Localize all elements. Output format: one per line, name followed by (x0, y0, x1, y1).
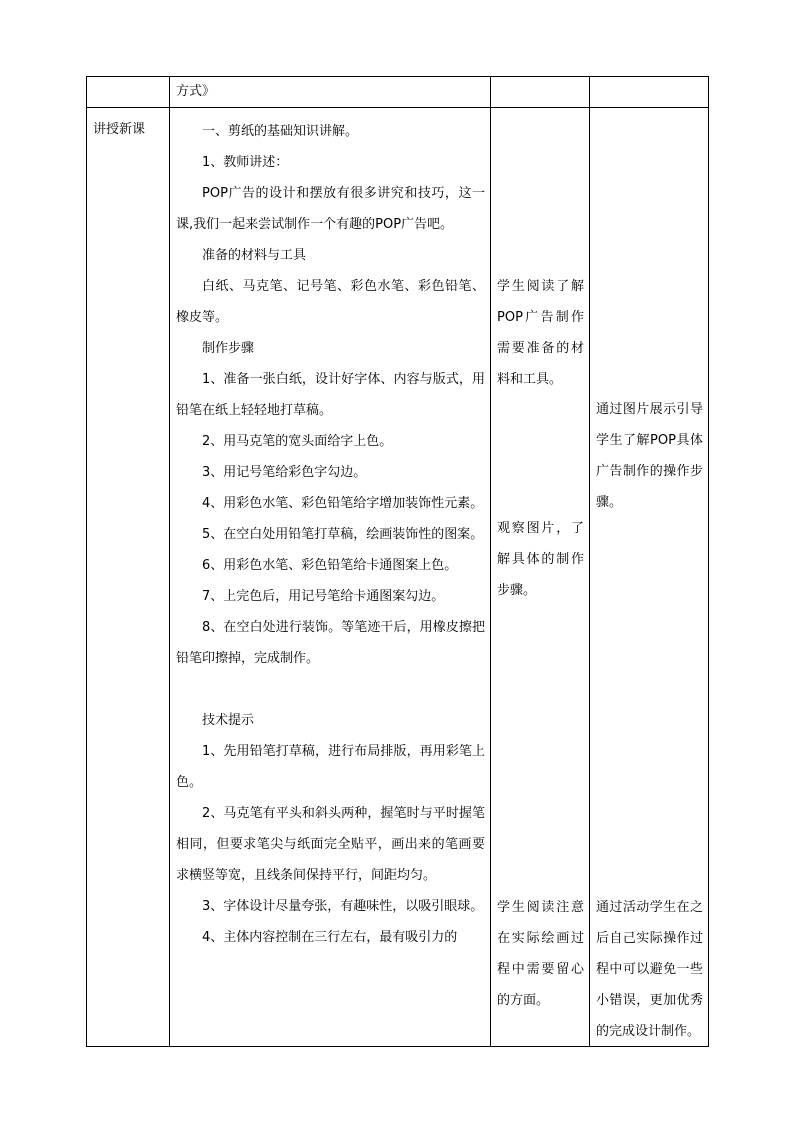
content-line: 4、用彩色水笔、彩色铅笔给字增加装饰性元素。 (202, 496, 484, 511)
content-line: 1、先用铅笔打草稿，进行布局排版，再用彩笔上色。 (176, 744, 485, 790)
cell-row-label (87, 108, 170, 1047)
content-line: 准备的材料与工具 (202, 248, 307, 263)
content-line: 制作步骤 (202, 341, 255, 356)
method-text: 方式》 (176, 84, 216, 99)
cell-top-col4 (590, 77, 709, 108)
content-line: 1、准备一张白纸，设计好字体、内容与版式，用铅笔在纸上轻轻地打草稿。 (176, 372, 485, 418)
cell-top-col2 (170, 77, 491, 108)
table-row-main (87, 108, 709, 1047)
content-line: 3、字体设计尽量夸张，有趣味性，以吸引眼球。 (202, 899, 484, 914)
cell-top-col1 (87, 77, 170, 108)
student-activity-3: 学生阅读注意在实际绘画过程中需要留心的方面。 (497, 900, 584, 1008)
content-line: POP广告的设计和摆放有很多讲究和技巧，这一课,我们一起来尝试制作一个有趣的POP广告吧。 (176, 186, 485, 232)
content-line: 2、用马克笔的宽头面给字上色。 (202, 434, 393, 449)
content-line: 1、教师讲述： (202, 155, 289, 170)
student-activity-1: 学生阅读了解POP广告制作需要准备的材料和工具。 (497, 279, 584, 387)
cell-student-activity (491, 108, 590, 1047)
content-line: 6、用彩色水笔、彩色铅笔给卡通图案上色。 (202, 558, 458, 573)
content-line: 白纸、马克笔、记号笔、彩色水笔、彩色铅笔、橡皮等。 (176, 279, 485, 325)
student-activity-2: 观察图片，了解具体的制作步骤。 (497, 521, 584, 598)
blank-line (176, 674, 485, 705)
content-line: 一、剪纸的基础知识讲解。 (202, 124, 359, 139)
design-intent-2: 通过活动学生在之后自己实际操作过程中可以避免一些小错误，更加优秀的完成设计制作。 (596, 900, 703, 1039)
content-line: 5、在空白处用铅笔打草稿，绘画装饰性的图案。 (202, 527, 484, 542)
content-line: 8、在空白处进行装饰。等笔迹干后，用橡皮擦把铅笔印擦掉，完成制作。 (176, 620, 485, 666)
teaching-content (170, 108, 490, 953)
table-row-top (87, 77, 709, 108)
lesson-plan-table (86, 76, 709, 1047)
content-line: 3、用记号笔给彩色字勾边。 (202, 465, 367, 480)
cell-top-col3 (491, 77, 590, 108)
cell-teaching-content (170, 108, 491, 1047)
content-line: 技术提示 (202, 713, 255, 728)
cell-design-intent (590, 108, 709, 1047)
content-line: 4、主体内容控制在三行左右，最有吸引力的 (202, 930, 458, 945)
row-label: 讲授新课 (93, 122, 146, 137)
content-line: 2、马克笔有平头和斜头两种，握笔时与平时握笔相同，但要求笔尖与纸面完全贴平，画出来的笔画要求横竖等宽，且线条间保持平行，间距均匀。 (176, 806, 485, 883)
content-line: 7、上完色后，用记号笔给卡通图案勾边。 (202, 589, 445, 604)
design-intent-1: 通过图片展示引导学生了解POP具体广告制作的操作步骤。 (596, 402, 703, 510)
